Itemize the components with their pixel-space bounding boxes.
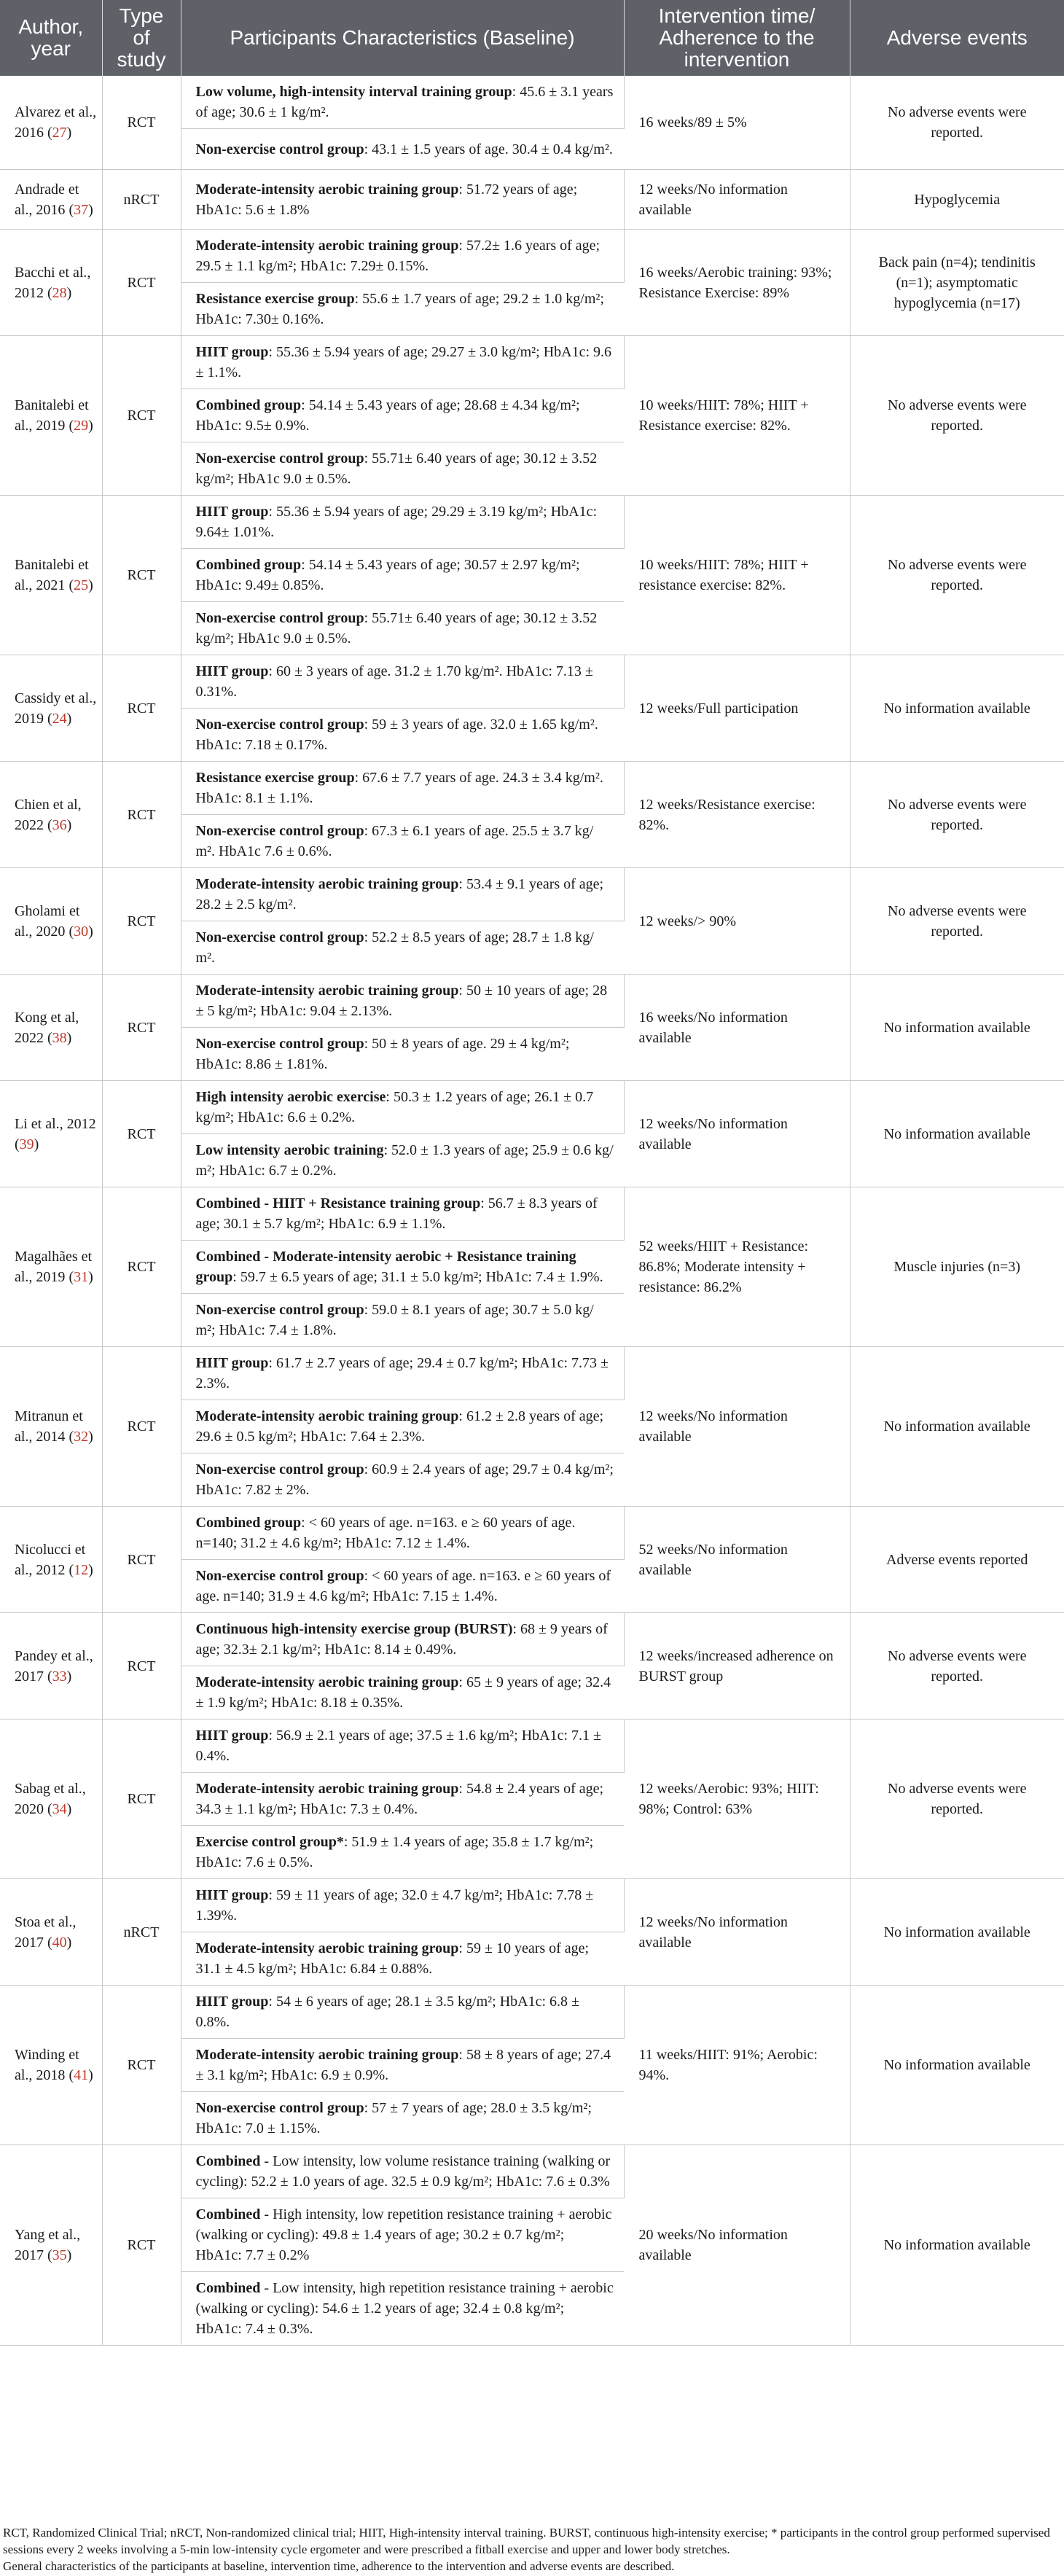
adverse-events: No adverse events were reported. bbox=[850, 762, 1064, 868]
group-characteristics: 59.0 ± 8.1 years of age; 30.7 ± 5.0 kg/ m²; HbA1c: 7.4 ± 1.8%. bbox=[195, 1302, 594, 1338]
group-characteristics: 52.0 ± 1.3 years of age; 25.9 ± 0.6 kg/ m²; HbA1c: 6.7 ± 0.2%. bbox=[195, 1142, 614, 1179]
table-row bbox=[0, 975, 1064, 1028]
header-participants: Participants Characteristics (Baseline) bbox=[181, 0, 624, 76]
adverse-events: No adverse events were reported. bbox=[850, 76, 1064, 170]
study-type: RCT bbox=[102, 2145, 181, 2346]
participant-group: Resistance exercise group: 67.6 ± 7.7 years of age. 24.3 ± 3.4 kg/m². HbA1c: 8.1 ± 1.1%. bbox=[181, 762, 624, 815]
group-characteristics: 56.9 ± 2.1 years of age; 37.5 ± 1.6 kg/m²; HbA1c: 7.1 ± 0.4%. bbox=[195, 1728, 602, 1764]
reference-link[interactable]: 36 bbox=[52, 816, 67, 833]
group-name: Combined - Moderate-intensity aerobic + Resistance training group bbox=[195, 1249, 576, 1285]
group-characteristics: 60 ± 3 years of age. 31.2 ± 1.70 kg/m². HbA1c: 7.13 ± 0.31%. bbox=[195, 663, 593, 700]
intervention-adherence: 52 weeks/No information available bbox=[624, 1507, 850, 1613]
group-name: Non-exercise control group bbox=[195, 929, 364, 945]
header-author: Author, year bbox=[0, 0, 102, 76]
author-year: Pandey et al., 2017 bbox=[15, 1647, 93, 1685]
adverse-events: No adverse events were reported. bbox=[850, 1720, 1064, 1879]
group-name: Moderate-intensity aerobic training group bbox=[195, 983, 459, 999]
participant-group: Combined group: 54.14 ± 5.43 years of age; 30.57 ± 2.97 kg/m²; HbA1c: 9.49± 0.85%. bbox=[181, 549, 624, 602]
intervention-adherence: 20 weeks/No information available bbox=[624, 2145, 850, 2346]
intervention-adherence: 10 weeks/HIIT: 78%; HIIT + Resistance exercise: 82%. bbox=[624, 336, 850, 496]
intervention-adherence: 16 weeks/89 ± 5% bbox=[624, 76, 850, 170]
group-name: Moderate-intensity aerobic training group bbox=[195, 876, 459, 892]
adverse-events: No information available bbox=[850, 1879, 1064, 1986]
group-characteristics: 50 ± 8 years of age. 29 ± 4 kg/m²; HbA1c: 8.86 ± 1.81%. bbox=[195, 1036, 570, 1072]
participant-group: Moderate-intensity aerobic training group: 53.4 ± 9.1 years of age; 28.2 ± 2.5 kg/m². bbox=[181, 868, 624, 921]
author-year-cell: Banitalebi et al., 2019 (29) bbox=[0, 336, 102, 496]
study-type: RCT bbox=[102, 1081, 181, 1187]
participant-group: Non-exercise control group: 55.71± 6.40 years of age; 30.12 ± 3.52 kg/m²; HbA1c 9.0 ± 0.5%. bbox=[181, 442, 624, 496]
participant-group: Low intensity aerobic training: 52.0 ± 1.3 years of age; 25.9 ± 0.6 kg/ m²; HbA1c: 6.7 ± 0.2%. bbox=[181, 1134, 624, 1187]
participant-group: HIIT group: 56.9 ± 2.1 years of age; 37.5 ± 1.6 kg/m²; HbA1c: 7.1 ± 0.4%. bbox=[181, 1720, 624, 1773]
group-name: HIIT group bbox=[195, 663, 269, 679]
group-characteristics: 45.6 ± 3.1 years of age; 30.6 ± 1 kg/m². bbox=[195, 84, 614, 120]
author-year: Winding et al., 2018 bbox=[15, 2047, 79, 2083]
group-name: Resistance exercise group bbox=[195, 770, 355, 786]
author-year: Cassidy et al., 2019 bbox=[15, 690, 97, 727]
study-type: RCT bbox=[102, 762, 181, 868]
intervention-adherence: 12 weeks/increased adherence on BURST group bbox=[624, 1613, 850, 1720]
author-year: Nicolucci et al., 2012 bbox=[15, 1541, 86, 1578]
group-name: Non-exercise control group bbox=[195, 450, 364, 467]
table-row bbox=[0, 336, 1064, 389]
participant-group: Moderate-intensity aerobic training group: 61.2 ± 2.8 years of age; 29.6 ± 0.5 kg/m²; HbA1c: 7.64 ± 2.3%. bbox=[181, 1400, 624, 1453]
study-type: RCT bbox=[102, 230, 181, 336]
participant-group: HIIT group: 61.7 ± 2.7 years of age; 29.4 ± 0.7 kg/m²; HbA1c: 7.73 ± 2.3%. bbox=[181, 1347, 624, 1400]
group-characteristics: 55.6 ± 1.7 years of age; 29.2 ± 1.0 kg/m²; HbA1c: 7.30± 0.16%. bbox=[195, 291, 604, 327]
group-characteristics: 68 ± 9 years of age; 32.3± 2.1 kg/m²; HbA1c: 8.14 ± 0.49%. bbox=[195, 1621, 608, 1658]
author-year: Stoa et al., 2017 bbox=[15, 1913, 77, 1951]
group-name: HIIT group bbox=[195, 504, 269, 520]
group-name: Non-exercise control group bbox=[195, 1302, 364, 1318]
study-type: RCT bbox=[102, 655, 181, 762]
group-characteristics: 57.2± 1.6 years of age; 29.5 ± 1.1 kg/m²; HbA1c: 7.29± 0.15%. bbox=[195, 238, 601, 274]
group-characteristics: 57 ± 7 years of age; 28.0 ± 3.5 kg/m²; HbA1c: 7.0 ± 1.15%. bbox=[195, 2100, 592, 2136]
author-year-cell: Magalhães et al., 2019 (31) bbox=[0, 1187, 102, 1347]
study-type: RCT bbox=[102, 336, 181, 496]
participant-group: Non-exercise control group: 52.2 ± 8.5 years of age; 28.7 ± 1.8 kg/ m². bbox=[181, 921, 624, 975]
reference-link[interactable]: 25 bbox=[74, 577, 89, 593]
study-type: RCT bbox=[102, 1347, 181, 1507]
reference-link[interactable]: 27 bbox=[52, 125, 67, 141]
reference-link[interactable]: 31 bbox=[74, 1269, 89, 1285]
adverse-events: Muscle injuries (n=3) bbox=[850, 1187, 1064, 1347]
participant-group: Non-exercise control group: 57 ± 7 years of age; 28.0 ± 3.5 kg/m²; HbA1c: 7.0 ± 1.15%. bbox=[181, 2092, 624, 2145]
footnote-abbreviations: RCT, Randomized Clinical Trial; nRCT, Non-randomized clinical trial; HIIT, High-intensity interval training. BURST, continuous high-intensity exercise; * participants in the control group performed supervised sessions every 2 weeks involving a 5-min low-intensity cycle ergometer and were prescribed a fitball exercise and upper and lower body stretches. bbox=[3, 2526, 1050, 2556]
group-name: Low intensity aerobic training bbox=[195, 1142, 384, 1158]
group-characteristics: 59 ± 3 years of age. 32.0 ± 1.65 kg/m². HbA1c: 7.18 ± 0.17%. bbox=[195, 717, 598, 753]
group-name: Combined bbox=[195, 2153, 261, 2169]
intervention-adherence: 12 weeks/> 90% bbox=[624, 868, 850, 975]
author-year: Magalhães et al., 2019 bbox=[15, 1249, 93, 1285]
author-year: Alvarez et al., 2016 bbox=[15, 104, 97, 141]
group-name: Moderate-intensity aerobic training group bbox=[195, 1674, 459, 1690]
participant-group: Combined group: < 60 years of age. n=163. e ≥ 60 years of age. n=140; 31.2 ± 4.6 kg/m²; HbA1c: 7.12 ± 1.4%. bbox=[181, 1507, 624, 1560]
study-type: RCT bbox=[102, 1720, 181, 1879]
intervention-adherence: 12 weeks/No information available bbox=[624, 1347, 850, 1507]
participant-group: Non-exercise control group: 55.71± 6.40 years of age; 30.12 ± 3.52 kg/m²; HbA1c 9.0 ± 0.5%. bbox=[181, 602, 624, 655]
group-name: Moderate-intensity aerobic training group bbox=[195, 1940, 459, 1956]
group-characteristics: 54.8 ± 2.4 years of age; 34.3 ± 1.1 kg/m²; HbA1c: 7.3 ± 0.4%. bbox=[195, 1781, 604, 1817]
table-row bbox=[0, 170, 1064, 230]
group-characteristics: 50 ± 10 years of age; 28 ± 5 kg/m²; HbA1c: 9.04 ± 2.13%. bbox=[195, 983, 608, 1019]
table-row bbox=[0, 1613, 1064, 1666]
adverse-events: Hypoglycemia bbox=[850, 170, 1064, 230]
group-name: Non-exercise control group bbox=[195, 1461, 364, 1478]
adverse-events: No adverse events were reported. bbox=[850, 868, 1064, 975]
group-characteristics: 54.14 ± 5.43 years of age; 30.57 ± 2.97 kg/m²; HbA1c: 9.49± 0.85%. bbox=[195, 557, 580, 593]
group-characteristics: 53.4 ± 9.1 years of age; 28.2 ± 2.5 kg/m². bbox=[195, 876, 604, 913]
author-year-cell: Yang et al., 2017 (35) bbox=[0, 2145, 102, 2346]
group-characteristics: 67.3 ± 6.1 years of age. 25.5 ± 3.7 kg/ m². HbA1c 7.6 ± 0.6%. bbox=[195, 823, 594, 859]
participant-group: Resistance exercise group: 55.6 ± 1.7 years of age; 29.2 ± 1.0 kg/m²; HbA1c: 7.30± 0.16%. bbox=[181, 283, 624, 336]
table-row bbox=[0, 76, 1064, 129]
group-name: Exercise control group* bbox=[195, 1834, 344, 1850]
table-row bbox=[0, 1347, 1064, 1400]
author-year-cell: Alvarez et al., 2016 (27) bbox=[0, 76, 102, 170]
group-characteristics: 67.6 ± 7.7 years of age. 24.3 ± 3.4 kg/m². HbA1c: 8.1 ± 1.1%. bbox=[195, 770, 603, 806]
group-characteristics: 61.2 ± 2.8 years of age; 29.6 ± 0.5 kg/m²; HbA1c: 7.64 ± 2.3%. bbox=[195, 1408, 604, 1445]
author-year-cell: Sabag et al., 2020 (34) bbox=[0, 1720, 102, 1879]
adverse-events: No information available bbox=[850, 1986, 1064, 2145]
reference-link[interactable]: 35 bbox=[52, 2247, 67, 2263]
participant-group: Moderate-intensity aerobic training group: 50 ± 10 years of age; 28 ± 5 kg/m²; HbA1c: 9.04 ± 2.13%. bbox=[181, 975, 624, 1028]
group-characteristics: 54 ± 6 years of age; 28.1 ± 3.5 kg/m²; HbA1c: 6.8 ± 0.8%. bbox=[195, 1994, 580, 2030]
participant-group: HIIT group: 59 ± 11 years of age; 32.0 ± 4.7 kg/m²; HbA1c: 7.78 ± 1.39%. bbox=[181, 1879, 624, 1932]
participant-group: HIIT group: 54 ± 6 years of age; 28.1 ± 3.5 kg/m²; HbA1c: 6.8 ± 0.8%. bbox=[181, 1986, 624, 2039]
intervention-adherence: 16 weeks/Aerobic training: 93%; Resistance Exercise: 89% bbox=[624, 230, 850, 336]
participant-group: Non-exercise control group: < 60 years of age. n=163. e ≥ 60 years of age. n=140; 31.9 ± 4.6 kg/m²; HbA1c: 7.15 ± 1.4%. bbox=[181, 1560, 624, 1613]
reference-link[interactable]: 32 bbox=[74, 1429, 89, 1445]
reference-link[interactable]: 37 bbox=[74, 201, 89, 218]
intervention-adherence: 12 weeks/No information available bbox=[624, 170, 850, 230]
group-name: Combined bbox=[195, 2206, 261, 2222]
adverse-events: No information available bbox=[850, 2145, 1064, 2346]
study-type: nRCT bbox=[102, 170, 181, 230]
group-name: HIIT group bbox=[195, 1355, 269, 1371]
reference-link[interactable]: 30 bbox=[74, 923, 89, 940]
group-name: HIIT group bbox=[195, 1728, 269, 1744]
author-year: Banitalebi et al., 2019 bbox=[15, 397, 89, 434]
group-characteristics: 50.3 ± 1.2 years of age; 26.1 ± 0.7 kg/m²; HbA1c: 6.6 ± 0.2%. bbox=[195, 1089, 594, 1125]
study-type: RCT bbox=[102, 868, 181, 975]
participant-group: Combined - Moderate-intensity aerobic + Resistance training group: 59.7 ± 6.5 years of age; 31.1 ± 5.0 kg/m²; HbA1c: 7.4 ± 1.9%. bbox=[181, 1241, 624, 1294]
author-year-cell: Andrade et al., 2016 (37) bbox=[0, 170, 102, 230]
header-row bbox=[0, 0, 1064, 76]
reference-link[interactable]: 40 bbox=[52, 1934, 67, 1951]
group-name: HIIT group bbox=[195, 1994, 269, 2010]
group-name: Non-exercise control group bbox=[195, 823, 364, 839]
adverse-events: No adverse events were reported. bbox=[850, 496, 1064, 655]
group-characteristics: 55.71± 6.40 years of age; 30.12 ± 3.52 kg/m²; HbA1c 9.0 ± 0.5%. bbox=[195, 450, 598, 487]
group-name: HIIT group bbox=[195, 1887, 269, 1903]
author-year: Bacchi et al., 2012 bbox=[15, 264, 91, 301]
participant-group: Non-exercise control group: 60.9 ± 2.4 years of age; 29.7 ± 0.4 kg/m²; HbA1c: 7.82 ± 2%. bbox=[181, 1453, 624, 1507]
participant-group: Moderate-intensity aerobic training group: 59 ± 10 years of age; 31.1 ± 4.5 kg/m²; HbA1c: 6.84 ± 0.88%. bbox=[181, 1932, 624, 1986]
intervention-adherence: 52 weeks/HIIT + Resistance: 86.8%; Moderate intensity + resistance: 86.2% bbox=[624, 1187, 850, 1347]
group-characteristics: 51.9 ± 1.4 years of age; 35.8 ± 1.7 kg/m²; HbA1c: 7.6 ± 0.5%. bbox=[195, 1834, 594, 1870]
reference-link[interactable]: 12 bbox=[74, 1561, 89, 1578]
group-name: Combined group bbox=[195, 397, 302, 413]
study-type: RCT bbox=[102, 496, 181, 655]
header-adverse: Adverse events bbox=[850, 0, 1064, 76]
participant-group: HIIT group: 60 ± 3 years of age. 31.2 ± 1.70 kg/m². HbA1c: 7.13 ± 0.31%. bbox=[181, 655, 624, 709]
author-year-cell: Gholami et al., 2020 (30) bbox=[0, 868, 102, 975]
group-name: Non-exercise control group bbox=[195, 1036, 364, 1052]
reference-link[interactable]: 29 bbox=[74, 418, 89, 434]
group-characteristics: - Low intensity, high repetition resistance training + aerobic (walking or cycling): 54.6 ± 1.2 years of age; 32.4 ± 0.8 kg/m²; HbA1c: 7.4 ± 0.3%. bbox=[195, 2280, 614, 2337]
group-characteristics: 55.36 ± 5.94 years of age; 29.29 ± 3.19 kg/m²; HbA1c: 9.64± 1.01%. bbox=[195, 504, 598, 540]
group-characteristics: < 60 years of age. n=163. e ≥ 60 years of age. n=140; 31.2 ± 4.6 kg/m²; HbA1c: 7.12 ± 1.4%. bbox=[195, 1515, 576, 1551]
author-year-cell: Cassidy et al., 2019 (24) bbox=[0, 655, 102, 762]
group-characteristics: 43.1 ± 1.5 years of age. 30.4 ± 0.4 kg/m². bbox=[372, 141, 613, 157]
group-name: Combined group bbox=[195, 557, 302, 573]
group-name: Moderate-intensity aerobic training group bbox=[195, 2047, 459, 2063]
participant-group: HIIT group: 55.36 ± 5.94 years of age; 29.27 ± 3.0 kg/m²; HbA1c: 9.6 ± 1.1%. bbox=[181, 336, 624, 389]
header-type: Type of study bbox=[102, 0, 181, 76]
group-name: Moderate-intensity aerobic training group bbox=[195, 238, 459, 254]
intervention-adherence: 12 weeks/No information available bbox=[624, 1081, 850, 1187]
author-year-cell: Stoa et al., 2017 (40) bbox=[0, 1879, 102, 1986]
table-row bbox=[0, 1879, 1064, 1932]
footnote-description: General characteristics of the participants at baseline, intervention time, adherence to the intervention and adverse events are described. bbox=[3, 2559, 675, 2573]
group-characteristics: 56.7 ± 8.3 years of age; 30.1 ± 5.7 kg/m²; HbA1c: 6.9 ± 1.1%. bbox=[195, 1195, 598, 1232]
author-year: Sabag et al., 2020 bbox=[15, 1781, 86, 1817]
table-footnote bbox=[0, 2524, 1060, 2575]
group-name: Combined bbox=[195, 2280, 261, 2296]
reference-link[interactable]: 24 bbox=[52, 710, 67, 727]
table-row bbox=[0, 496, 1064, 549]
intervention-adherence: 10 weeks/HIIT: 78%; HIIT + resistance exercise: 82%. bbox=[624, 496, 850, 655]
author-year-cell: Winding et al., 2018 (41) bbox=[0, 1986, 102, 2145]
adverse-events: No adverse events were reported. bbox=[850, 1613, 1064, 1720]
intervention-adherence: 12 weeks/No information available bbox=[624, 1879, 850, 1986]
adverse-events: Back pain (n=4); tendinitis (n=1); asymptomatic hypoglycemia (n=17) bbox=[850, 230, 1064, 336]
study-type: RCT bbox=[102, 1187, 181, 1347]
intervention-adherence: 12 weeks/Resistance exercise: 82%. bbox=[624, 762, 850, 868]
participant-group: High intensity aerobic exercise: 50.3 ± 1.2 years of age; 26.1 ± 0.7 kg/m²; HbA1c: 6.6 ± 0.2%. bbox=[181, 1081, 624, 1134]
group-name: Resistance exercise group bbox=[195, 291, 355, 307]
table-row bbox=[0, 1081, 1064, 1134]
intervention-adherence: 16 weeks/No information available bbox=[624, 975, 850, 1081]
study-type: RCT bbox=[102, 76, 181, 170]
table-row bbox=[0, 1187, 1064, 1241]
participant-group: Non-exercise control group: 43.1 ± 1.5 years of age. 30.4 ± 0.4 kg/m². bbox=[181, 129, 624, 170]
participant-group: Moderate-intensity aerobic training group: 51.72 years of age; HbA1c: 5.6 ± 1.8% bbox=[181, 170, 624, 230]
author-year: Andrade et al., 2016 bbox=[15, 181, 79, 218]
participant-group: Non-exercise control group: 67.3 ± 6.1 years of age. 25.5 ± 3.7 kg/ m². HbA1c 7.6 ± 0.6%. bbox=[181, 815, 624, 868]
adverse-events: No information available bbox=[850, 1081, 1064, 1187]
author-year-cell: Banitalebi et al., 2021 (25) bbox=[0, 496, 102, 655]
adverse-events: Adverse events reported bbox=[850, 1507, 1064, 1613]
group-characteristics: 59.7 ± 6.5 years of age; 31.1 ± 5.0 kg/m²; HbA1c: 7.4 ± 1.9%. bbox=[240, 1269, 603, 1285]
participant-group: Low volume, high-intensity interval training group: 45.6 ± 3.1 years of age; 30.6 ± 1 kg/m². bbox=[181, 76, 624, 129]
group-characteristics: 59 ± 11 years of age; 32.0 ± 4.7 kg/m²; HbA1c: 7.78 ± 1.39%. bbox=[195, 1887, 594, 1924]
group-name: Non-exercise control group bbox=[195, 141, 364, 157]
adverse-events: No information available bbox=[850, 655, 1064, 762]
intervention-adherence: 12 weeks/Full participation bbox=[624, 655, 850, 762]
group-name: Non-exercise control group bbox=[195, 1568, 364, 1584]
group-name: Low volume, high-intensity interval training group bbox=[195, 84, 512, 100]
author-year-cell: Pandey et al., 2017 (33) bbox=[0, 1613, 102, 1720]
participant-group: Exercise control group*: 51.9 ± 1.4 years of age; 35.8 ± 1.7 kg/m²; HbA1c: 7.6 ± 0.5%. bbox=[181, 1826, 624, 1879]
intervention-adherence: 11 weeks/HIIT: 91%; Aerobic: 94%. bbox=[624, 1986, 850, 2145]
reference-link[interactable]: 41 bbox=[74, 2067, 89, 2083]
participant-group: Moderate-intensity aerobic training group: 57.2± 1.6 years of age; 29.5 ± 1.1 kg/m²; HbA1c: 7.29± 0.15%. bbox=[181, 230, 624, 283]
group-name: High intensity aerobic exercise bbox=[195, 1089, 386, 1105]
author-year: Mitranun et al., 2014 bbox=[15, 1408, 83, 1445]
group-characteristics: 54.14 ± 5.43 years of age; 28.68 ± 4.34 kg/m²; HbA1c: 9.5± 0.9%. bbox=[195, 397, 580, 434]
group-name: Continuous high-intensity exercise group (BURST) bbox=[195, 1621, 513, 1637]
reference-link[interactable]: 38 bbox=[52, 1029, 67, 1046]
author-year-cell: Mitranun et al., 2014 (32) bbox=[0, 1347, 102, 1507]
table-row bbox=[0, 655, 1064, 709]
intervention-adherence: 12 weeks/Aerobic: 93%; HIIT: 98%; Control: 63% bbox=[624, 1720, 850, 1879]
reference-link[interactable]: 28 bbox=[52, 284, 67, 301]
participant-group: Moderate-intensity aerobic training group: 58 ± 8 years of age; 27.4 ± 3.1 kg/m²; HbA1c: 6.9 ± 0.9%. bbox=[181, 2039, 624, 2092]
participant-group: Moderate-intensity aerobic training group: 65 ± 9 years of age; 32.4 ± 1.9 kg/m²; HbA1c: 8.18 ± 0.35%. bbox=[181, 1666, 624, 1720]
group-name: Moderate-intensity aerobic training group bbox=[195, 181, 459, 198]
participant-group: Non-exercise control group: 59 ± 3 years of age. 32.0 ± 1.65 kg/m². HbA1c: 7.18 ± 0.17%. bbox=[181, 709, 624, 762]
table-row bbox=[0, 762, 1064, 815]
group-characteristics: 55.36 ± 5.94 years of age; 29.27 ± 3.0 kg/m²; HbA1c: 9.6 ± 1.1%. bbox=[195, 344, 612, 380]
group-name: Moderate-intensity aerobic training group bbox=[195, 1408, 459, 1424]
study-type: RCT bbox=[102, 975, 181, 1081]
author-year: Yang et al., 2017 bbox=[15, 2227, 81, 2263]
group-name: Non-exercise control group bbox=[195, 610, 364, 626]
group-characteristics: 52.2 ± 8.5 years of age; 28.7 ± 1.8 kg/ m². bbox=[195, 929, 594, 966]
table-row bbox=[0, 1720, 1064, 1773]
adverse-events: No information available bbox=[850, 1347, 1064, 1507]
group-name: Combined group bbox=[195, 1515, 302, 1531]
group-characteristics: 59 ± 10 years of age; 31.1 ± 4.5 kg/m²; HbA1c: 6.84 ± 0.88%. bbox=[195, 1940, 590, 1977]
participant-group bbox=[181, 2198, 624, 2272]
author-year-cell: Chien et al, 2022 (36) bbox=[0, 762, 102, 868]
author-year: Banitalebi et al., 2021 bbox=[15, 557, 89, 593]
reference-link[interactable]: 39 bbox=[19, 1136, 34, 1152]
group-name: Non-exercise control group bbox=[195, 2100, 364, 2116]
group-name: Non-exercise control group bbox=[195, 717, 364, 733]
group-name: HIIT group bbox=[195, 344, 269, 360]
adverse-events: No information available bbox=[850, 975, 1064, 1081]
reference-link[interactable]: 34 bbox=[52, 1801, 67, 1817]
author-year: Kong et al, 2022 bbox=[15, 1009, 79, 1046]
group-characteristics: 58 ± 8 years of age; 27.4 ± 3.1 kg/m²; HbA1c: 6.9 ± 0.9%. bbox=[195, 2047, 611, 2083]
group-characteristics: 61.7 ± 2.7 years of age; 29.4 ± 0.7 kg/m²; HbA1c: 7.73 ± 2.3%. bbox=[195, 1355, 609, 1392]
author-year-cell: Kong et al, 2022 (38) bbox=[0, 975, 102, 1081]
table-body bbox=[0, 76, 1064, 2346]
participant-group: Continuous high-intensity exercise group (BURST): 68 ± 9 years of age; 32.3± 2.1 kg/m²; HbA1c: 8.14 ± 0.49%. bbox=[181, 1613, 624, 1666]
group-characteristics: - High intensity, low repetition resistance training + aerobic (walking or cycling): 49.8 ± 1.4 years of age; 30.2 ± 0.7 kg/m²; HbA1c: 7.7 ± 0.2% bbox=[195, 2206, 612, 2263]
reference-link[interactable]: 33 bbox=[52, 1668, 67, 1685]
author-year-cell: Li et al., 2012 (39) bbox=[0, 1081, 102, 1187]
participant-group: HIIT group: 55.36 ± 5.94 years of age; 29.29 ± 3.19 kg/m²; HbA1c: 9.64± 1.01%. bbox=[181, 496, 624, 549]
group-characteristics: 55.71± 6.40 years of age; 30.12 ± 3.52 kg/m²; HbA1c 9.0 ± 0.5%. bbox=[195, 610, 598, 647]
group-characteristics: 60.9 ± 2.4 years of age; 29.7 ± 0.4 kg/m²; HbA1c: 7.82 ± 2%. bbox=[195, 1461, 614, 1498]
author-year: Chien et al, 2022 bbox=[15, 796, 82, 833]
participant-group: Non-exercise control group: 50 ± 8 years of age. 29 ± 4 kg/m²; HbA1c: 8.86 ± 1.81%. bbox=[181, 1028, 624, 1081]
author-year: Li et al., 2012 bbox=[15, 1115, 96, 1132]
participant-group: Non-exercise control group: 59.0 ± 8.1 years of age; 30.7 ± 5.0 kg/ m²; HbA1c: 7.4 ± 1.8%. bbox=[181, 1294, 624, 1347]
study-type: RCT bbox=[102, 1986, 181, 2145]
header-intervention: Intervention time/ Adherence to the intervention bbox=[624, 0, 850, 76]
group-characteristics: 65 ± 9 years of age; 32.4 ± 1.9 kg/m²; HbA1c: 8.18 ± 0.35%. bbox=[195, 1674, 611, 1711]
group-characteristics: < 60 years of age. n=163. e ≥ 60 years of age. n=140; 31.9 ± 4.6 kg/m²; HbA1c: 7.15 ± 1.4%. bbox=[195, 1568, 611, 1604]
study-type: RCT bbox=[102, 1507, 181, 1613]
author-year: Gholami et al., 2020 bbox=[15, 902, 80, 940]
table-row bbox=[0, 2145, 1064, 2198]
group-name: Moderate-intensity aerobic training group bbox=[195, 1781, 459, 1797]
study-type: nRCT bbox=[102, 1879, 181, 1986]
table-row bbox=[0, 230, 1064, 283]
group-name: Combined - HIIT + Resistance training group bbox=[195, 1195, 481, 1211]
participant-group: Combined group: 54.14 ± 5.43 years of age; 28.68 ± 4.34 kg/m²; HbA1c: 9.5± 0.9%. bbox=[181, 389, 624, 442]
participant-group bbox=[181, 2145, 624, 2198]
participant-group bbox=[181, 2272, 624, 2346]
author-year-cell: Bacchi et al., 2012 (28) bbox=[0, 230, 102, 336]
adverse-events: No adverse events were reported. bbox=[850, 336, 1064, 496]
group-characteristics: - Low intensity, low volume resistance training (walking or cycling): 52.2 ± 1.0 years of age. 32.5 ± 0.9 kg/m²; HbA1c: 7.6 ± 0.3% bbox=[195, 2153, 611, 2190]
table-row bbox=[0, 868, 1064, 921]
author-year-cell: Nicolucci et al., 2012 (12) bbox=[0, 1507, 102, 1613]
table-row bbox=[0, 1986, 1064, 2039]
participant-group: Moderate-intensity aerobic training group: 54.8 ± 2.4 years of age; 34.3 ± 1.1 kg/m²; HbA1c: 7.3 ± 0.4%. bbox=[181, 1773, 624, 1826]
study-type: RCT bbox=[102, 1613, 181, 1720]
participant-group: Combined - HIIT + Resistance training group: 56.7 ± 8.3 years of age; 30.1 ± 5.7 kg/m²; HbA1c: 6.9 ± 1.1%. bbox=[181, 1187, 624, 1241]
group-characteristics: 51.72 years of age; HbA1c: 5.6 ± 1.8% bbox=[195, 181, 578, 218]
table-row bbox=[0, 1507, 1064, 1560]
